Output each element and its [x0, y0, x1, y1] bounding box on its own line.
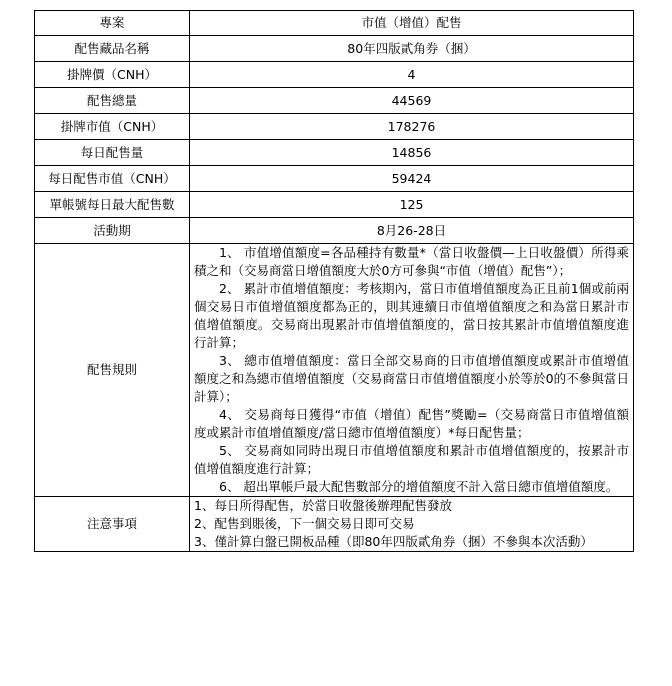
row-value: 80年四版貳角券（捆）	[190, 36, 634, 62]
rule-paragraph: 4、 交易商每日獲得“市值（增值）配售”獎勵=（交易商當日市值增值額度或累計市值增值額度/當日總市值增值額度）*每日配售量；	[194, 407, 629, 440]
row-value: 8月26-28日	[190, 218, 634, 244]
note-item: 3、僅計算白盤已開板品種（即80年四版貳角券（捆）不參與本次活動）	[194, 534, 593, 549]
row-value: 4	[190, 62, 634, 88]
header-project: 專案	[35, 11, 190, 36]
row-label: 配售總量	[35, 88, 190, 114]
table-row	[35, 140, 634, 166]
row-label: 掛牌市值（CNH）	[35, 114, 190, 140]
row-label: 每日配售市值（CNH）	[35, 166, 190, 192]
rules-label: 配售規則	[35, 244, 190, 497]
rules-content	[190, 244, 634, 497]
table-row	[35, 62, 634, 88]
rule-paragraph: 2、 累計市值增值額度：考核期內，當日市值增值額度為正且前1個或前兩個交易日市值增值額度都為正的，則其連續日市值增值額度之和為當日累計市值增值額度。交易商出現累計市值增值額度的，當日按其累計市值增值額度進行計算；	[194, 281, 629, 350]
rule-paragraph: 6、 超出單帳戶最大配售數部分的增值額度不計入當日總市值增值額度。	[219, 479, 619, 494]
table-row	[35, 218, 634, 244]
table-row	[35, 88, 634, 114]
header-market-value-allocation: 市值（增值）配售	[190, 11, 634, 36]
row-value: 59424	[190, 166, 634, 192]
row-label: 每日配售量	[35, 140, 190, 166]
table-header-row	[35, 11, 634, 36]
table-row	[35, 114, 634, 140]
table-row	[35, 36, 634, 62]
row-label: 活動期	[35, 218, 190, 244]
table-row	[35, 166, 634, 192]
allocation-table	[34, 10, 634, 552]
notes-row	[35, 497, 634, 552]
notes-content	[190, 497, 634, 552]
row-value: 178276	[190, 114, 634, 140]
row-label: 單帳號每日最大配售數	[35, 192, 190, 218]
row-label: 掛牌價（CNH）	[35, 62, 190, 88]
table-row	[35, 192, 634, 218]
row-value: 125	[190, 192, 634, 218]
row-label: 配售藏品名稱	[35, 36, 190, 62]
notes-label: 注意事項	[35, 497, 190, 552]
note-item: 1、每日所得配售，於當日收盤後辦理配售發放	[194, 498, 452, 513]
row-value: 14856	[190, 140, 634, 166]
note-item: 2、配售到賬後，下一個交易日即可交易	[194, 516, 415, 531]
rule-paragraph: 5、 交易商如同時出現日市值增值額度和累計市值增值額度的，按累計市值增值額度進行計算；	[194, 443, 629, 476]
rule-paragraph: 3、 總市值增值額度：當日全部交易商的日市值增值額度或累計市值增值額度之和為總市值增值額度（交易商當日市值增值額度小於等於0的不參與當日計算）；	[194, 353, 629, 404]
rules-row	[35, 244, 634, 497]
rule-paragraph: 1、 市值增值額度=各品種持有數量*（當日收盤價—上日收盤價）所得乘積之和（交易商當日增值額度大於0方可參與“市值（增值）配售”）；	[194, 245, 629, 278]
row-value: 44569	[190, 88, 634, 114]
